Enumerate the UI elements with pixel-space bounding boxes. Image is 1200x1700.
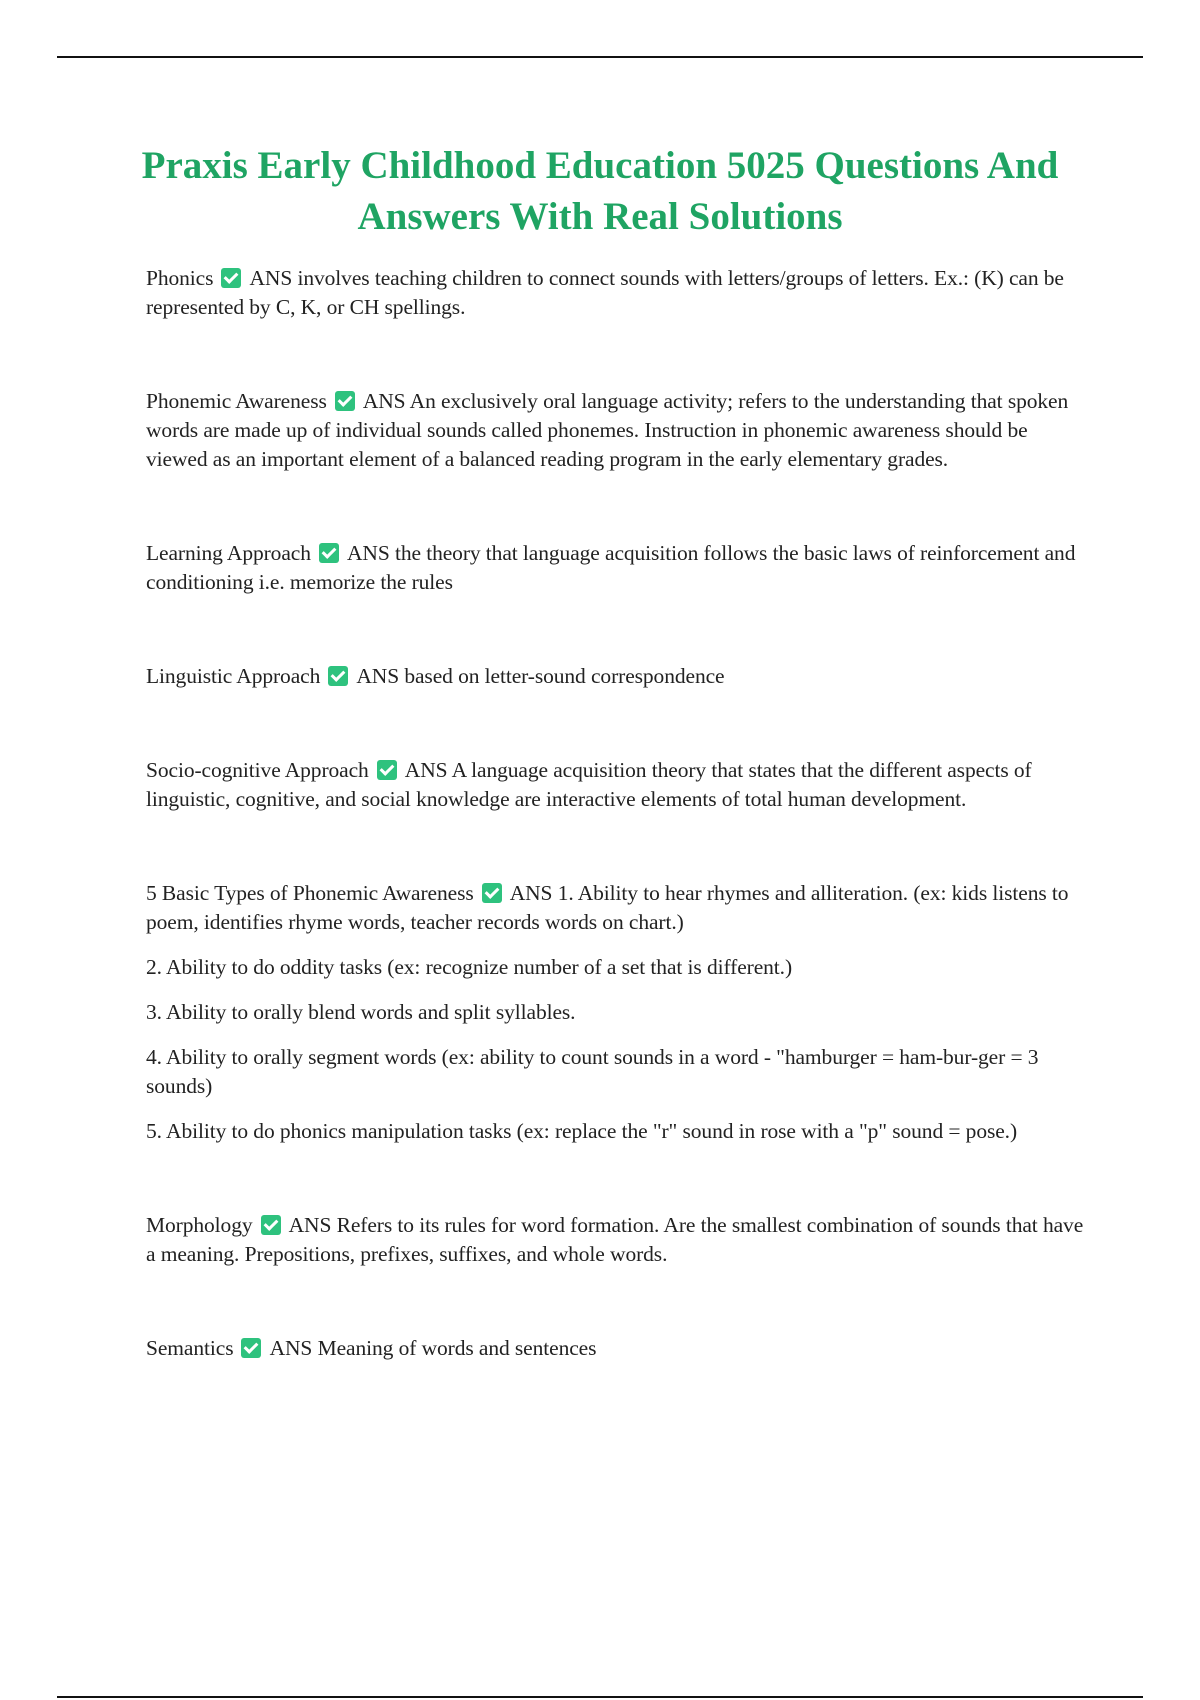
qa-text <box>146 1334 1092 1363</box>
qa-list <box>146 264 1092 1428</box>
ans-label: ANS <box>288 1213 332 1237</box>
qa-entry-morphology <box>146 1211 1092 1269</box>
ans-label: ANS <box>346 541 390 565</box>
answer: the theory that language acquisition follows the basic laws of reinforcement and conditioning i.e. memorize the rules <box>146 541 1076 594</box>
answer-continuation: 5. Ability to do phonics manipulation tasks (ex: replace the "r" sound in rose with a "p" sound = pose.) <box>146 1119 1018 1143</box>
answer: based on letter-sound correspondence <box>404 664 725 688</box>
qa-entry-phonemic-awareness-types <box>146 879 1092 1146</box>
qa-text <box>146 662 1092 691</box>
qa-text <box>146 387 1092 474</box>
qa-text <box>146 879 1092 937</box>
check-mark-icon <box>241 1338 261 1358</box>
qa-text <box>146 539 1092 597</box>
check-mark-icon <box>335 391 355 411</box>
ans-label: ANS <box>362 389 406 413</box>
answer: involves teaching children to connect sounds with letters/groups of letters. Ex.: (K) can be represented by C, K, or CH spellings. <box>146 266 1064 319</box>
check-mark-icon <box>328 666 348 686</box>
term: Phonemic Awareness <box>146 389 327 413</box>
check-mark-icon <box>261 1215 281 1235</box>
ans-label: ANS <box>249 266 293 290</box>
check-mark-icon <box>221 268 241 288</box>
term: Learning Approach <box>146 541 311 565</box>
check-mark-icon <box>377 760 397 780</box>
term: Semantics <box>146 1336 234 1360</box>
qa-entry-phonemic-awareness <box>146 387 1092 474</box>
qa-entry-socio-cognitive-approach <box>146 756 1092 814</box>
ans-label: ANS <box>269 1336 313 1360</box>
answer: Refers to its rules for word formation. Are the smallest combination of sounds that have a meaning. Prepositions, prefixes, suffixes, and whole words. <box>146 1213 1084 1266</box>
qa-text <box>146 264 1092 322</box>
answer: 1. Ability to hear rhymes and alliteration. (ex: kids listens to poem, identifies rhyme words, teacher records words on chart.) <box>146 881 1069 934</box>
top-divider <box>57 56 1143 58</box>
term: Linguistic Approach <box>146 664 321 688</box>
ans-label: ANS <box>404 758 448 782</box>
answer-continuation: 3. Ability to orally blend words and split syllables. <box>146 1000 576 1024</box>
answer-continuation: 2. Ability to do oddity tasks (ex: recognize number of a set that is different.) <box>146 955 793 979</box>
qa-entry-semantics <box>146 1334 1092 1363</box>
document-title: Praxis Early Childhood Education 5025 Questions And Answers With Real Solutions <box>141 144 1059 238</box>
qa-entry-linguistic-approach <box>146 662 1092 691</box>
answer: An exclusively oral language activity; refers to the understanding that spoken words are made up of individual sounds called phonemes. Instruction in phonemic awareness should be viewed as an important element of a balanced reading program in the early elementary grades. <box>146 389 1069 471</box>
qa-text <box>146 1211 1092 1269</box>
bottom-divider <box>57 1696 1143 1698</box>
ans-label: ANS <box>356 664 400 688</box>
qa-entry-phonics <box>146 264 1092 322</box>
answer: Meaning of words and sentences <box>317 1336 597 1360</box>
check-mark-icon <box>319 543 339 563</box>
answer: A language acquisition theory that states that the different aspects of linguistic, cognitive, and social knowledge are interactive elements of total human development. <box>146 758 1032 811</box>
ans-label: ANS <box>509 881 553 905</box>
answer-continuation: 4. Ability to orally segment words (ex: ability to count sounds in a word - "hamburger = ham-bur-ger = 3 sounds) <box>146 1045 1039 1098</box>
qa-entry-learning-approach <box>146 539 1092 597</box>
check-mark-icon <box>482 883 502 903</box>
term: Socio-cognitive Approach <box>146 758 369 782</box>
term: 5 Basic Types of Phonemic Awareness <box>146 881 474 905</box>
term: Morphology <box>146 1213 253 1237</box>
term: Phonics <box>146 266 214 290</box>
qa-text <box>146 756 1092 814</box>
